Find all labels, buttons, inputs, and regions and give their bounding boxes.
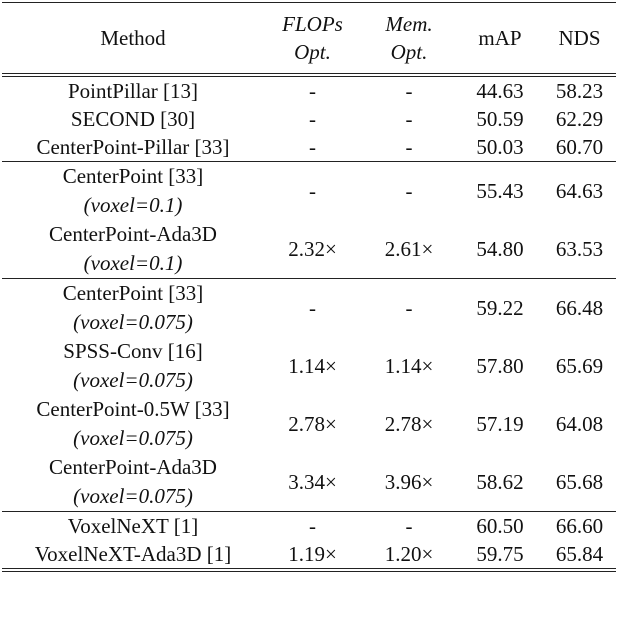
cell-flops: -: [309, 79, 316, 103]
header-map: mAP: [478, 26, 522, 50]
table-row: [2, 279, 616, 338]
cell-nds: 63.53: [555, 237, 604, 261]
cell-method: VoxelNeXT [1]: [67, 514, 199, 538]
cell-flops: -: [309, 179, 316, 203]
table-row: [2, 337, 616, 395]
table-header: [2, 3, 616, 76]
cell-map: 44.63: [476, 79, 524, 103]
cell-method: [2, 162, 264, 221]
cell-mem: 2.61×: [384, 237, 434, 261]
method-name: CenterPoint [33]: [62, 281, 204, 305]
cell-mem: 3.96×: [384, 470, 434, 494]
table-group: [2, 279, 616, 512]
table-group: [2, 512, 616, 571]
table-row: [2, 453, 616, 512]
results-table: [2, 2, 616, 572]
cell-flops: -: [309, 296, 316, 320]
cell-map: 59.75: [476, 542, 524, 566]
header-nds: NDS: [558, 26, 601, 50]
cell-nds: 64.63: [555, 179, 604, 203]
method-name: CenterPoint [33]: [62, 164, 204, 188]
method-name: CenterPoint-Ada3D: [49, 222, 217, 246]
header-mem-line1: Mem.: [385, 12, 433, 36]
cell-nds: 65.68: [555, 470, 604, 494]
method-voxel: (voxel=0.1): [83, 251, 183, 275]
cell-flops: 1.19×: [288, 542, 337, 566]
cell-nds: 65.84: [555, 542, 604, 566]
method-voxel: (voxel=0.1): [83, 193, 183, 217]
method-voxel: (voxel=0.075): [73, 484, 193, 508]
cell-method: [2, 337, 264, 395]
header-flops-line2: Opt.: [294, 40, 331, 64]
cell-mem: 1.14×: [384, 354, 434, 378]
cell-method: [2, 220, 264, 279]
cell-nds: 66.60: [555, 514, 604, 538]
cell-flops: 3.34×: [288, 470, 337, 494]
cell-map: 60.50: [476, 514, 524, 538]
cell-mem: -: [405, 179, 413, 203]
cell-flops: 2.78×: [288, 412, 337, 436]
cell-flops: -: [309, 135, 316, 159]
cell-mem: -: [405, 514, 413, 538]
cell-nds: 58.23: [555, 79, 604, 103]
cell-map: 55.43: [476, 179, 524, 203]
table-row: [2, 133, 616, 162]
cell-mem: 1.20×: [384, 542, 434, 566]
method-name: CenterPoint-0.5W [33]: [36, 397, 230, 421]
cell-map: 50.59: [476, 107, 524, 131]
table-row: [2, 105, 616, 133]
cell-nds: 62.29: [555, 107, 604, 131]
cell-method: SECOND [30]: [70, 107, 196, 131]
header-row: [2, 3, 616, 76]
method-name: CenterPoint-Ada3D: [49, 455, 217, 479]
cell-nds: 65.69: [555, 354, 604, 378]
cell-map: 57.19: [476, 412, 524, 436]
method-voxel: (voxel=0.075): [73, 310, 193, 334]
cell-flops: -: [309, 514, 316, 538]
cell-flops: 1.14×: [288, 354, 337, 378]
table-row: [2, 162, 616, 221]
cell-method: [2, 279, 264, 338]
cell-nds: 64.08: [555, 412, 604, 436]
header-flops-opt: [264, 3, 361, 76]
cell-mem: -: [405, 296, 413, 320]
cell-method: [2, 453, 264, 512]
method-name: SPSS-Conv [16]: [63, 339, 203, 363]
method-voxel: (voxel=0.075): [73, 426, 193, 450]
cell-flops: 2.32×: [288, 237, 337, 261]
cell-mem: -: [405, 107, 413, 131]
cell-map: 50.03: [476, 135, 524, 159]
header-flops-line1: FLOPs: [282, 12, 343, 36]
cell-map: 54.80: [476, 237, 524, 261]
cell-method: CenterPoint-Pillar [33]: [36, 135, 230, 159]
table-group: [2, 75, 616, 162]
table-row: [2, 220, 616, 279]
table-row: [2, 75, 616, 105]
cell-map: 58.62: [476, 470, 524, 494]
cell-nds: 60.70: [555, 135, 604, 159]
header-method: Method: [100, 26, 166, 50]
method-voxel: (voxel=0.075): [73, 368, 193, 392]
table-row: [2, 512, 616, 541]
header-mem-opt: [361, 3, 457, 76]
cell-method: [2, 395, 264, 453]
header-mem-line2: Opt.: [390, 40, 428, 64]
table-row: [2, 540, 616, 570]
cell-flops: -: [309, 107, 316, 131]
cell-method: VoxelNeXT-Ada3D [1]: [34, 542, 232, 566]
cell-map: 57.80: [476, 354, 524, 378]
table-row: [2, 395, 616, 453]
cell-mem: -: [405, 135, 413, 159]
cell-method: PointPillar [13]: [67, 79, 199, 103]
table-group: [2, 162, 616, 279]
cell-map: 59.22: [476, 296, 524, 320]
cell-mem: 2.78×: [384, 412, 434, 436]
cell-nds: 66.48: [555, 296, 604, 320]
cell-mem: -: [405, 79, 413, 103]
